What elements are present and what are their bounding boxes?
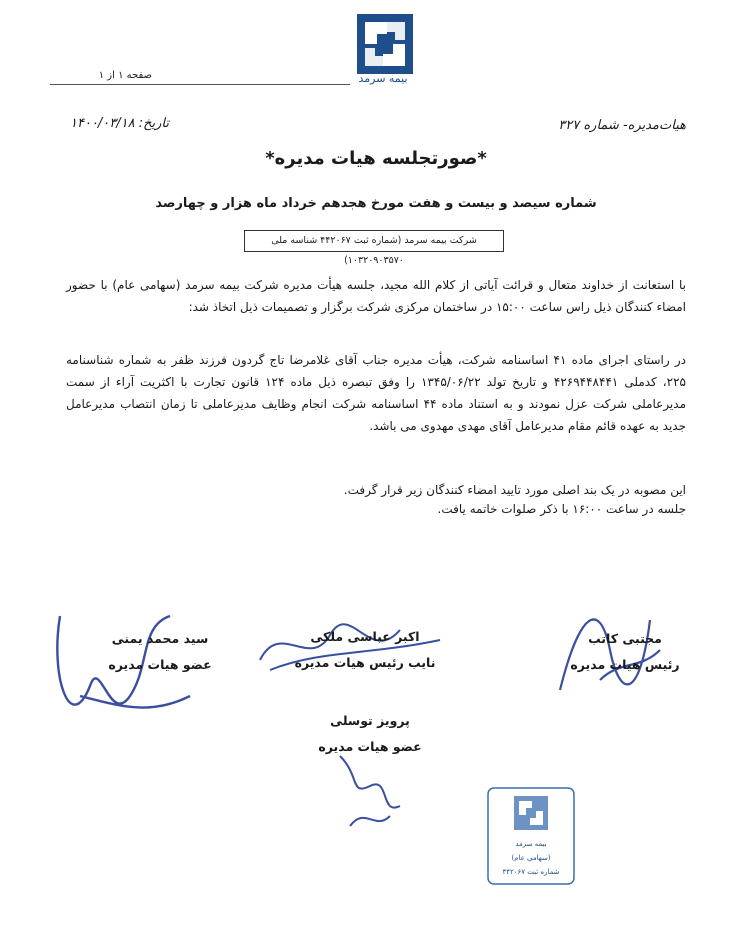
signatory-name: پرویز توسلی <box>330 713 410 728</box>
signatory-chairman <box>560 626 690 678</box>
paragraph-closing <box>66 481 686 519</box>
company-logo-icon <box>357 14 413 74</box>
company-stamp-icon <box>486 786 576 886</box>
page-number: صفحه ۱ از ۱ <box>98 70 152 81</box>
signatory-member-2 <box>300 708 440 760</box>
signatory-role: نایب رئیس هیات مدیره <box>294 655 436 670</box>
stamp-registration: شماره ثبت ۴۴۲۰۶۷ <box>502 868 560 876</box>
letter-date: تاریخ: ۱۴۰۰/۰۳/۱۸ <box>70 116 170 131</box>
signatory-name: مجتبی کاتب <box>588 631 662 646</box>
signatory-name: اکبر عباسی ملکی <box>310 629 420 644</box>
company-registration-box: شرکت بیمه سرمد (شماره ثبت ۴۴۲۰۶۷ شناسه ملی ۱۰۳۲۰۹۰۳۵۷۰) <box>244 230 504 252</box>
paragraph-resolution: در راستای اجرای ماده ۴۱ اساسنامه شرکت، هیأت مدیره جناب آقای غلامرضا تاج گردون فرزند ظفر به شماره شناسنامه ۲۲۵، کدملی ۴۲۶۹۴۴۸۴۴۱ و تاریخ تولد ۱۳۴۵/۰۶/۲۲ را وفق تبصره ذیل ماده ۱۲۴ قانون تجارت با اکثریت آراء از سمت مدیرعاملی شرکت عزل نمودند و به استناد ماده ۴۴ اساسنامه شرکت انجام وظایف مدیرعاملی تا زمان انتصاب مدیرعامل جدید به عهده قائم مقام مدیرعامل آقای مهدی مهدوی می باشد. <box>66 353 687 433</box>
paragraph-opening: با استعانت از خداوند متعال و قرائت آیاتی از کلام الله مجید، جلسه هیأت مدیره شرکت بیمه سرمد (سهامی عام) با حضور امضاء کنندگان ذیل راس ساعت ۱۵:۰۰ در ساختمان مرکزی شرکت برگزار و تصمیمات ذیل اتخاذ شد: <box>66 278 686 314</box>
signatory-role: عضو هیات مدیره <box>318 739 422 754</box>
signatory-member-1 <box>100 626 220 678</box>
closing-line-approval: این مصوبه در یک بند اصلی مورد تایید امضاء کنندگان زیر قرار گرفت. <box>343 483 686 497</box>
signatory-name: سید محمد یمنی <box>111 631 209 646</box>
letter-number: هیات‌مدیره- شماره ۳۲۷ <box>558 118 686 133</box>
signatory-vice-chairman <box>290 624 440 676</box>
logo-caption: بیمه سرمد <box>358 72 408 85</box>
closing-line-end: جلسه در ساعت ۱۶:۰۰ با ذکر صلوات خاتمه یافت. <box>437 502 686 516</box>
signatory-role: رئیس هیات مدیره <box>570 657 680 672</box>
document-title: *صورتجلسه هیات مدیره* <box>265 148 487 169</box>
signatory-role: عضو هیات مدیره <box>108 657 212 672</box>
stamp-type: (سهامی عام) <box>511 854 551 862</box>
header-divider <box>50 84 350 85</box>
stamp-company: بیمه سرمد <box>515 840 547 848</box>
document-subtitle: شماره سیصد و بیست و هفت مورخ هجدهم خرداد ماه هزار و چهارصد <box>155 196 597 211</box>
